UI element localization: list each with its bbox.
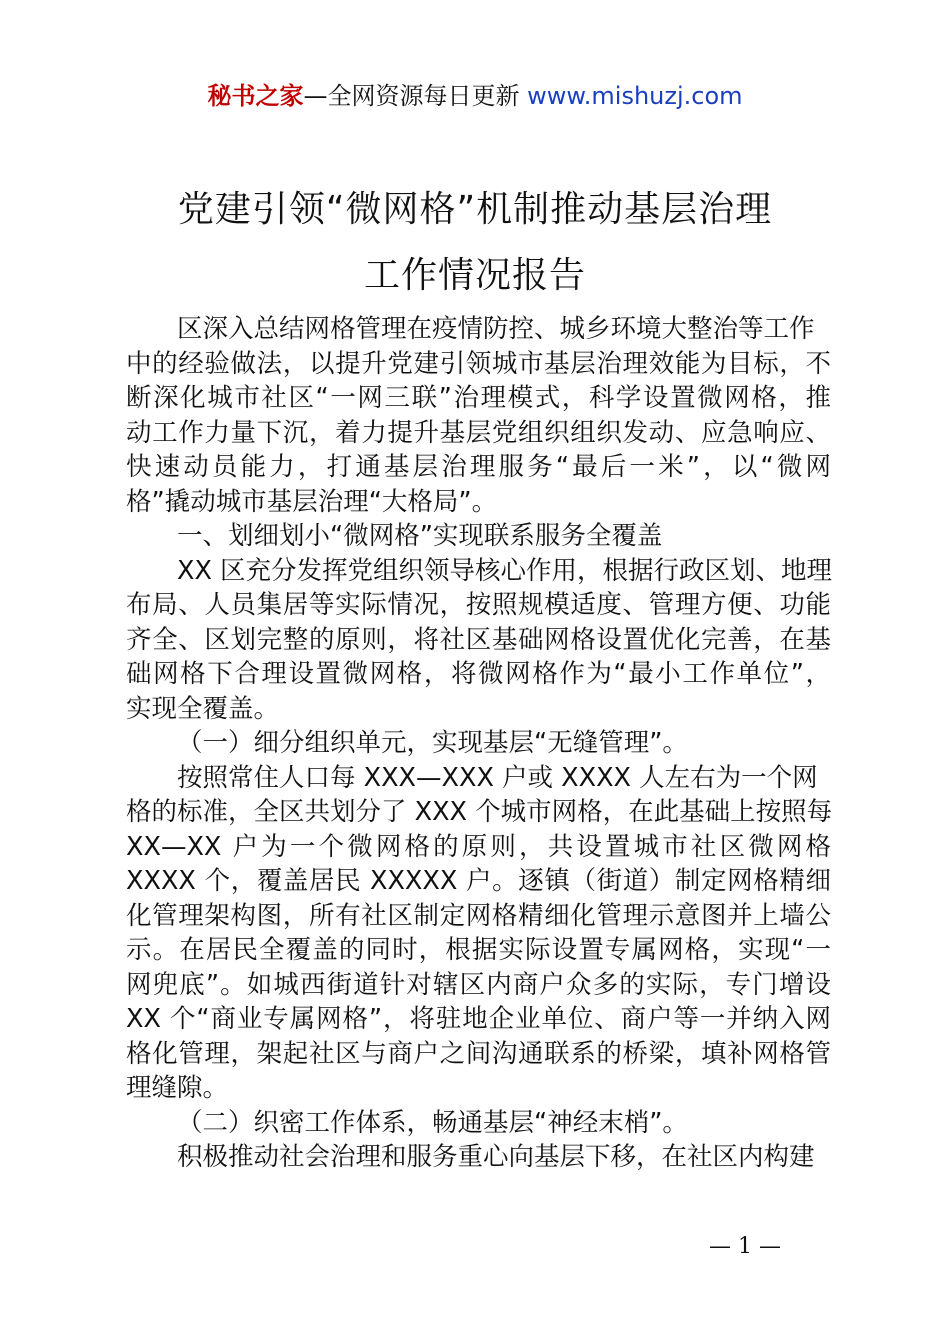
body-line: 齐全、区划完整的原则，将社区基础网格设置优化完善，在基 (126, 624, 831, 655)
body-line: 中的经验做法，以提升党建引领城市基层治理效能为目标，不 (126, 348, 831, 379)
body-line: 示。在居民全覆盖的同时，根据实际设置专属网格，实现“一 (126, 935, 831, 965)
body-line: 动工作力量下沉，着力提升基层党组织组织发动、应急响应、 (126, 417, 831, 448)
document-title-line-1: 党建引领“微网格”机制推动基层治理 (177, 189, 773, 230)
body-line: 格化管理，架起社区与商户之间沟通联系的桥梁，填补网格管 (126, 1038, 831, 1069)
document-title-line-2: 工作情况报告 (363, 255, 586, 296)
body-line: 积极推动社会治理和服务重心向基层下移，在社区内构建 (177, 1142, 815, 1172)
body-line: XX 区充分发挥党组织领导核心作用，根据行政区划、地理 (177, 555, 833, 586)
section-heading: 一、划细划小“微网格”实现联系服务全覆盖 (177, 521, 663, 551)
body-line: 断深化城市社区“一网三联”治理模式，科学设置微网格，推 (126, 383, 831, 413)
body-line: 快速动员能力，打通基层治理服务“最后一米”，以“微网 (126, 452, 831, 482)
subsection-heading: （二）织密工作体系，畅通基层“神经末梢”。 (177, 1107, 688, 1138)
body-line: 按照常住人口每 XXX—XXX 户或 XXXX 人左右为一个网 (177, 762, 818, 793)
body-line: 区深入总结网格管理在疫情防控、城乡环境大整治等工作 (177, 314, 815, 344)
body-line: 化管理架构图，所有社区制定网格精细化管理示意图并上墙公 (126, 900, 831, 931)
body-line: 实现全覆盖。 (126, 693, 280, 724)
site-header (0, 80, 950, 112)
body-line: XX 个“商业专属网格”，将驻地企业单位、商户等一并纳入网 (126, 1004, 831, 1034)
body-line: 础网格下合理设置微网格，将微网格作为“最小工作单位”， (126, 659, 831, 689)
body-line: 网兜底”。如城西街道针对辖区内商户众多的实际，专门增设 (126, 969, 831, 1000)
document-body (126, 312, 831, 1175)
body-line: 理缝隙。 (126, 1073, 229, 1103)
brand-name: 秘书之家 (207, 82, 304, 110)
body-line: 格的标准，全区共划分了 XXX 个城市网格，在此基础上按照每 (126, 797, 833, 827)
body-line: XXXX 个，覆盖居民 XXXXX 户。逐镇（街道）制定网格精细 (126, 866, 831, 896)
page-number: — 1 — (709, 1234, 781, 1259)
header-tagline: —全网资源每日更新 (303, 82, 528, 110)
body-line: 布局、人员集居等实际情况，按照规模适度、管理方便、功能 (126, 590, 831, 620)
subsection-heading: （一）细分组织单元，实现基层“无缝管理”。 (177, 728, 688, 758)
body-line: XX—XX 户为一个微网格的原则，共设置城市社区微网格 (126, 831, 831, 862)
body-line: 格”撬动城市基层治理“大格局”。 (126, 486, 498, 517)
site-url[interactable]: www.mishuzj.com (527, 82, 743, 110)
